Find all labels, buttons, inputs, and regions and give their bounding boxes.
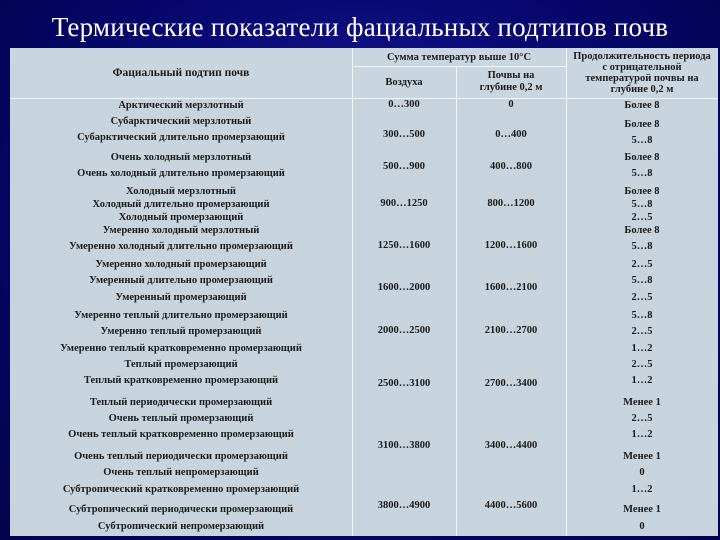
negative-period: Более 8 [624, 152, 660, 163]
negative-period: Более 8 [624, 100, 660, 111]
soil-temp-sum: 0 [508, 99, 514, 110]
air-temp-sum: 900…1250 [380, 198, 428, 209]
negative-period: 2…5 [631, 212, 653, 223]
slide-title: Термические показатели фациальных подтипов почв [51, 12, 669, 42]
air-temp-sum: 500…900 [383, 161, 425, 172]
negative-period: Более 8 [624, 225, 660, 236]
soil-subtype-row: Субарктический длительно промерзающий [77, 132, 285, 143]
negative-period: Менее 1 [623, 397, 661, 408]
soil-subtype-row: Арктический мерзлотный [118, 100, 244, 111]
soil-subtype-row: Умеренный длительно промерзающий [89, 275, 273, 286]
air-temp-sum: 2000…2500 [377, 325, 431, 336]
soil-subtype-row: Теплый периодически промерзающий [89, 397, 273, 408]
soil-temp-sum: 2700…3400 [484, 378, 538, 389]
negative-period: 2…5 [631, 359, 653, 370]
header-temp-sum: Сумма температур выше 10°С [386, 51, 532, 63]
negative-period: Менее 1 [623, 451, 661, 462]
soil-subtype-row: Холодный мерзлотный [126, 186, 236, 197]
soil-subtype-row: Теплый кратковременно промерзающий [83, 375, 279, 386]
negative-period: 5…8 [631, 275, 653, 286]
negative-period: 1…2 [631, 343, 653, 354]
header-soil-subtype: Фациальный подтип почв [112, 67, 250, 79]
soil-subtype-row: Умеренно теплый длительно промерзающий [74, 310, 288, 321]
negative-period: 0 [639, 467, 645, 478]
soil-subtype-row: Субтропический непромерзающий [97, 521, 265, 532]
negative-period: Более 8 [624, 186, 660, 197]
air-temp-sum: 1600…2000 [377, 282, 431, 293]
air-temp-sum: 3800…4900 [377, 500, 431, 511]
negative-period: 1…2 [631, 429, 653, 440]
soil-subtype-row: Субтропический периодически промерзающий [68, 504, 294, 515]
soil-temp-sum: 1200…1600 [484, 240, 538, 251]
soil-subtype-row: Умеренно холодный промерзающий [95, 259, 267, 270]
soil-subtype-row: Субарктический мерзлотный [110, 116, 252, 127]
negative-period: 2…5 [631, 413, 653, 424]
soil-temp-sum: 2100…2700 [484, 325, 538, 336]
negative-period: 5…8 [631, 310, 653, 321]
negative-period: 2…5 [631, 292, 653, 303]
soil-temp-sum: 3400…4400 [484, 440, 538, 451]
header-air: Воздуха [385, 76, 423, 88]
air-temp-sum: 0…300 [388, 99, 420, 110]
negative-period: Менее 1 [623, 504, 661, 515]
soil-subtype-row: Очень теплый кратковременно промерзающий [68, 429, 294, 440]
negative-period: Более 8 [624, 119, 660, 130]
soil-subtype-row: Очень теплый периодически промерзающий [74, 451, 288, 462]
negative-period: 5…8 [631, 135, 653, 146]
soil-temp-sum: 4400…5600 [484, 500, 538, 511]
negative-period: 0 [639, 521, 645, 532]
soil-subtype-row: Умеренно холодный длительно промерзающий [69, 241, 293, 252]
negative-period: 1…2 [631, 484, 653, 495]
air-temp-sum: 3100…3800 [377, 440, 431, 451]
soil-temp-sum: 1600…2100 [484, 282, 538, 293]
soil-temp-sum: 800…1200 [487, 198, 535, 209]
soil-subtype-row: Очень теплый непромерзающий [103, 467, 259, 478]
soil-subtype-row: Умеренный промерзающий [115, 292, 247, 303]
soil-subtype-row: Субтропический кратковременно промерзающий [62, 484, 300, 495]
negative-period: 5…8 [631, 168, 653, 179]
negative-period: 5…8 [631, 199, 653, 210]
thermal-table [10, 48, 718, 536]
soil-subtype-row: Холодный промерзающий [118, 212, 244, 223]
soil-temp-sum: 0…400 [495, 129, 527, 140]
soil-subtype-row: Умеренно теплый кратковременно промерзающий [60, 343, 302, 354]
soil-temp-sum: 400…800 [490, 161, 532, 172]
header-negative-period: Продолжительность периода с отрицательной температурой почвы на глубине 0,2 м [573, 51, 711, 95]
negative-period: 1…2 [631, 375, 653, 386]
negative-period: 2…5 [631, 326, 653, 337]
negative-period: 5…8 [631, 241, 653, 252]
header-soil-depth: Почвы на глубине 0,2 м [479, 70, 543, 93]
soil-subtype-row: Умеренно холодный мерзлотный [102, 225, 260, 236]
soil-subtype-row: Очень теплый промерзающий [108, 413, 254, 424]
negative-period: 2…5 [631, 259, 653, 270]
air-temp-sum: 1250…1600 [377, 240, 431, 251]
soil-subtype-row: Очень холодный длительно промерзающий [77, 168, 285, 179]
soil-subtype-row: Умеренно теплый промерзающий [100, 326, 262, 337]
air-temp-sum: 300…500 [383, 129, 425, 140]
soil-subtype-row: Теплый промерзающий [124, 359, 238, 370]
air-temp-sum: 2500…3100 [377, 378, 431, 389]
soil-subtype-row: Холодный длительно промерзающий [92, 199, 270, 210]
soil-subtype-row: Очень холодный мерзлотный [110, 152, 252, 163]
